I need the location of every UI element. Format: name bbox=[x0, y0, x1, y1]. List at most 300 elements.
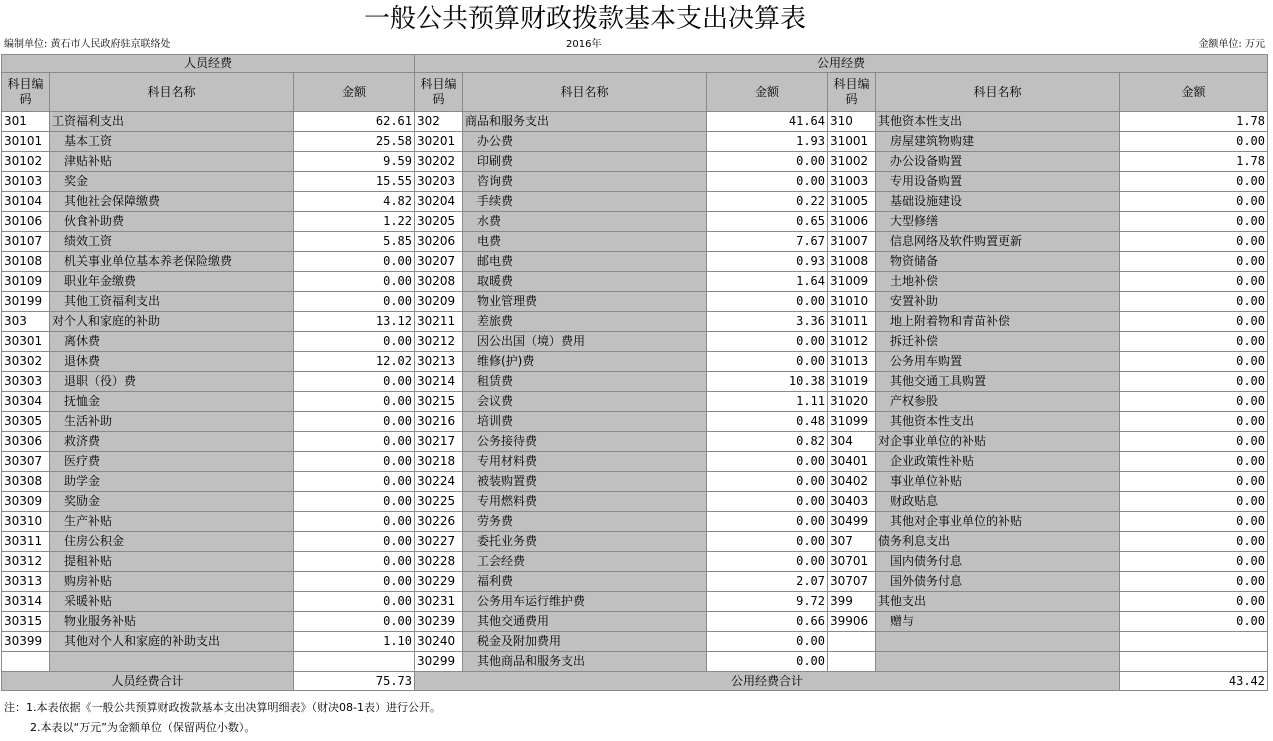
subject-amount: 0.66 bbox=[707, 612, 828, 632]
subject-name: 抚恤金 bbox=[50, 392, 294, 412]
subject-name: 差旅费 bbox=[463, 312, 707, 332]
subject-name: 信息网络及软件购置更新 bbox=[876, 232, 1120, 252]
subject-code: 30109 bbox=[2, 272, 50, 292]
subject-name: 事业单位补贴 bbox=[876, 472, 1120, 492]
section-personnel: 人员经费 bbox=[2, 55, 415, 73]
subject-amount: 0.00 bbox=[294, 372, 415, 392]
subject-amount: 5.85 bbox=[294, 232, 415, 252]
subject-amount: 0.00 bbox=[1120, 552, 1268, 572]
subject-name: 采暖补贴 bbox=[50, 592, 294, 612]
subject-amount: 0.00 bbox=[294, 552, 415, 572]
subject-name: 其他对个人和家庭的补助支出 bbox=[50, 632, 294, 652]
subject-code: 30306 bbox=[2, 432, 50, 452]
subject-code: 30206 bbox=[415, 232, 463, 252]
subject-name: 住房公积金 bbox=[50, 532, 294, 552]
table-row bbox=[2, 352, 1268, 372]
subject-code: 30107 bbox=[2, 232, 50, 252]
subject-amount: 0.00 bbox=[707, 472, 828, 492]
subject-name: 办公设备购置 bbox=[876, 152, 1120, 172]
table-row bbox=[2, 332, 1268, 352]
table-row bbox=[2, 492, 1268, 512]
subject-amount: 1.64 bbox=[707, 272, 828, 292]
subject-code: 30202 bbox=[415, 152, 463, 172]
subject-name: 培训费 bbox=[463, 412, 707, 432]
subject-code: 30308 bbox=[2, 472, 50, 492]
subject-amount: 0.00 bbox=[707, 632, 828, 652]
subject-amount: 0.00 bbox=[707, 512, 828, 532]
subject-name bbox=[876, 652, 1120, 672]
subject-amount: 0.00 bbox=[294, 452, 415, 472]
subject-code: 30205 bbox=[415, 212, 463, 232]
subject-amount: 1.22 bbox=[294, 212, 415, 232]
subject-code: 30213 bbox=[415, 352, 463, 372]
subject-amount: 0.93 bbox=[707, 252, 828, 272]
subject-name: 国内债务付息 bbox=[876, 552, 1120, 572]
subject-name: 会议费 bbox=[463, 392, 707, 412]
subject-name: 物业管理费 bbox=[463, 292, 707, 312]
subject-name: 公务用车购置 bbox=[876, 352, 1120, 372]
subject-code: 30239 bbox=[415, 612, 463, 632]
subject-amount: 0.00 bbox=[294, 592, 415, 612]
subject-name: 其他资本性支出 bbox=[876, 112, 1120, 132]
subject-name: 奖金 bbox=[50, 172, 294, 192]
subject-code: 30312 bbox=[2, 552, 50, 572]
subject-code: 30201 bbox=[415, 132, 463, 152]
subject-amount bbox=[1120, 652, 1268, 672]
personnel-total-value: 75.73 bbox=[294, 672, 415, 691]
subject-amount: 0.00 bbox=[707, 652, 828, 672]
subject-name: 劳务费 bbox=[463, 512, 707, 532]
table-row bbox=[2, 612, 1268, 632]
table-row bbox=[2, 132, 1268, 152]
subject-code: 30240 bbox=[415, 632, 463, 652]
subject-name: 手续费 bbox=[463, 192, 707, 212]
subject-amount: 41.64 bbox=[707, 112, 828, 132]
subject-amount: 13.12 bbox=[294, 312, 415, 332]
section-public: 公用经费 bbox=[415, 55, 1268, 73]
subject-name: 提租补贴 bbox=[50, 552, 294, 572]
subject-amount: 0.00 bbox=[1120, 292, 1268, 312]
subject-code: 30302 bbox=[2, 352, 50, 372]
subject-amount: 9.59 bbox=[294, 152, 415, 172]
subject-amount: 0.48 bbox=[707, 412, 828, 432]
subject-name: 公务接待费 bbox=[463, 432, 707, 452]
table-row bbox=[2, 232, 1268, 252]
subject-amount: 10.38 bbox=[707, 372, 828, 392]
subject-code: 30106 bbox=[2, 212, 50, 232]
subject-code: 30104 bbox=[2, 192, 50, 212]
subject-name: 对个人和家庭的补助 bbox=[50, 312, 294, 332]
subject-name: 国外债务付息 bbox=[876, 572, 1120, 592]
col-code: 科目编码 bbox=[828, 73, 876, 112]
subject-name: 商品和服务支出 bbox=[463, 112, 707, 132]
subject-name: 维修(护)费 bbox=[463, 352, 707, 372]
subject-code: 30203 bbox=[415, 172, 463, 192]
subject-name: 绩效工资 bbox=[50, 232, 294, 252]
subject-amount: 1.11 bbox=[707, 392, 828, 412]
table-row bbox=[2, 632, 1268, 652]
subject-name: 津贴补贴 bbox=[50, 152, 294, 172]
subject-code: 30402 bbox=[828, 472, 876, 492]
subject-name: 物资储备 bbox=[876, 252, 1120, 272]
subject-name: 邮电费 bbox=[463, 252, 707, 272]
subject-code: 30305 bbox=[2, 412, 50, 432]
subject-code: 30225 bbox=[415, 492, 463, 512]
subject-name: 生活补助 bbox=[50, 412, 294, 432]
subject-amount: 0.00 bbox=[294, 492, 415, 512]
subject-amount: 0.00 bbox=[1120, 512, 1268, 532]
subject-amount: 0.65 bbox=[707, 212, 828, 232]
subject-name: 其他交通费用 bbox=[463, 612, 707, 632]
subject-amount: 0.00 bbox=[1120, 312, 1268, 332]
subject-code: 30227 bbox=[415, 532, 463, 552]
subject-code: 30226 bbox=[415, 512, 463, 532]
subject-code: 30209 bbox=[415, 292, 463, 312]
subject-name: 购房补贴 bbox=[50, 572, 294, 592]
subject-amount: 0.00 bbox=[1120, 612, 1268, 632]
subject-code: 30199 bbox=[2, 292, 50, 312]
subject-amount: 0.00 bbox=[1120, 572, 1268, 592]
subject-name: 公务用车运行维护费 bbox=[463, 592, 707, 612]
footnotes bbox=[4, 698, 441, 738]
subject-name: 委托业务费 bbox=[463, 532, 707, 552]
table-row bbox=[2, 192, 1268, 212]
subject-code: 30313 bbox=[2, 572, 50, 592]
subject-amount: 0.00 bbox=[294, 392, 415, 412]
subject-name: 工资福利支出 bbox=[50, 112, 294, 132]
subject-amount: 0.00 bbox=[1120, 372, 1268, 392]
subject-name: 医疗费 bbox=[50, 452, 294, 472]
subject-name: 其他工资福利支出 bbox=[50, 292, 294, 312]
subject-name: 工会经费 bbox=[463, 552, 707, 572]
table-row bbox=[2, 112, 1268, 132]
subject-name: 印刷费 bbox=[463, 152, 707, 172]
subject-code: 303 bbox=[2, 312, 50, 332]
subject-amount: 0.00 bbox=[1120, 332, 1268, 352]
subject-code: 30299 bbox=[415, 652, 463, 672]
subject-code: 30310 bbox=[2, 512, 50, 532]
table-row bbox=[2, 552, 1268, 572]
subject-name: 退职（役）费 bbox=[50, 372, 294, 392]
public-total-value: 43.42 bbox=[1120, 672, 1268, 691]
subject-code: 31099 bbox=[828, 412, 876, 432]
subject-amount: 1.93 bbox=[707, 132, 828, 152]
col-name: 科目名称 bbox=[463, 73, 707, 112]
subject-name: 救济费 bbox=[50, 432, 294, 452]
subject-amount: 0.00 bbox=[294, 512, 415, 532]
subject-code: 30101 bbox=[2, 132, 50, 152]
subject-amount: 0.00 bbox=[707, 152, 828, 172]
subject-code: 30707 bbox=[828, 572, 876, 592]
subject-amount: 0.00 bbox=[294, 432, 415, 452]
subject-code: 31007 bbox=[828, 232, 876, 252]
subject-name: 福利费 bbox=[463, 572, 707, 592]
subject-name: 房屋建筑物购建 bbox=[876, 132, 1120, 152]
subject-name: 奖励金 bbox=[50, 492, 294, 512]
table-row bbox=[2, 592, 1268, 612]
subject-amount: 15.55 bbox=[294, 172, 415, 192]
totals-row bbox=[2, 672, 1268, 691]
subject-code: 30215 bbox=[415, 392, 463, 412]
subject-amount: 0.00 bbox=[294, 532, 415, 552]
subject-name: 其他商品和服务支出 bbox=[463, 652, 707, 672]
subject-amount: 0.00 bbox=[1120, 532, 1268, 552]
subject-amount: 2.07 bbox=[707, 572, 828, 592]
subject-code: 30218 bbox=[415, 452, 463, 472]
subject-code: 30303 bbox=[2, 372, 50, 392]
subject-code: 30102 bbox=[2, 152, 50, 172]
subject-name: 土地补偿 bbox=[876, 272, 1120, 292]
page-title: 一般公共预算财政拨款基本支出决算表 bbox=[363, 4, 806, 34]
subject-name: 专用设备购置 bbox=[876, 172, 1120, 192]
subject-name: 咨询费 bbox=[463, 172, 707, 192]
subject-name: 机关事业单位基本养老保险缴费 bbox=[50, 252, 294, 272]
subject-amount: 0.00 bbox=[1120, 232, 1268, 252]
subject-name: 其他社会保障缴费 bbox=[50, 192, 294, 212]
table-row bbox=[2, 432, 1268, 452]
subject-code: 307 bbox=[828, 532, 876, 552]
subject-amount: 0.00 bbox=[294, 612, 415, 632]
col-name: 科目名称 bbox=[50, 73, 294, 112]
subject-code: 30207 bbox=[415, 252, 463, 272]
subject-amount: 0.00 bbox=[1120, 592, 1268, 612]
subject-amount: 0.00 bbox=[707, 452, 828, 472]
subject-amount: 62.61 bbox=[294, 112, 415, 132]
subject-amount: 0.00 bbox=[707, 492, 828, 512]
subject-amount: 4.82 bbox=[294, 192, 415, 212]
subject-code: 30204 bbox=[415, 192, 463, 212]
subject-name: 对企事业单位的补贴 bbox=[876, 432, 1120, 452]
subject-code: 30216 bbox=[415, 412, 463, 432]
col-amount: 金额 bbox=[707, 73, 828, 112]
subject-code: 30108 bbox=[2, 252, 50, 272]
col-code: 科目编码 bbox=[415, 73, 463, 112]
subject-code: 30211 bbox=[415, 312, 463, 332]
subject-code bbox=[2, 652, 50, 672]
subject-code: 30701 bbox=[828, 552, 876, 572]
subject-amount: 0.00 bbox=[294, 472, 415, 492]
subject-name: 取暖费 bbox=[463, 272, 707, 292]
subject-name: 其他支出 bbox=[876, 592, 1120, 612]
subject-name: 赠与 bbox=[876, 612, 1120, 632]
subject-code: 301 bbox=[2, 112, 50, 132]
table-row bbox=[2, 532, 1268, 552]
subject-code: 31020 bbox=[828, 392, 876, 412]
subject-amount: 0.00 bbox=[1120, 252, 1268, 272]
subject-amount: 0.00 bbox=[1120, 452, 1268, 472]
subject-code: 30217 bbox=[415, 432, 463, 452]
public-total-label: 公用经费合计 bbox=[415, 672, 1120, 691]
subject-amount: 0.82 bbox=[707, 432, 828, 452]
subject-amount: 0.00 bbox=[294, 572, 415, 592]
subject-name: 债务利息支出 bbox=[876, 532, 1120, 552]
subject-code: 30315 bbox=[2, 612, 50, 632]
subject-amount: 9.72 bbox=[707, 592, 828, 612]
subject-amount: 12.02 bbox=[294, 352, 415, 372]
subject-name: 水费 bbox=[463, 212, 707, 232]
subject-code: 30212 bbox=[415, 332, 463, 352]
subject-amount: 0.00 bbox=[1120, 352, 1268, 372]
subject-name: 其他资本性支出 bbox=[876, 412, 1120, 432]
footnote-1: 注：1.本表依据《一般公共预算财政拨款基本支出决算明细表》（财决08-1表）进行公开。 bbox=[4, 701, 441, 714]
subject-name: 其他对企事业单位的补贴 bbox=[876, 512, 1120, 532]
subject-amount: 1.78 bbox=[1120, 152, 1268, 172]
subject-amount: 0.00 bbox=[1120, 492, 1268, 512]
subject-code: 30224 bbox=[415, 472, 463, 492]
subject-code: 30399 bbox=[2, 632, 50, 652]
table-row bbox=[2, 372, 1268, 392]
subject-amount: 0.00 bbox=[1120, 412, 1268, 432]
subject-name: 被装购置费 bbox=[463, 472, 707, 492]
subject-code: 30311 bbox=[2, 532, 50, 552]
subject-code: 31010 bbox=[828, 292, 876, 312]
subject-code: 30314 bbox=[2, 592, 50, 612]
subject-amount: 25.58 bbox=[294, 132, 415, 152]
subject-name: 租赁费 bbox=[463, 372, 707, 392]
subject-amount: 0.00 bbox=[294, 272, 415, 292]
subject-code: 31002 bbox=[828, 152, 876, 172]
subject-code: 30103 bbox=[2, 172, 50, 192]
subject-amount: 0.00 bbox=[707, 292, 828, 312]
subject-amount: 0.00 bbox=[294, 292, 415, 312]
subject-code: 31019 bbox=[828, 372, 876, 392]
subject-code: 30231 bbox=[415, 592, 463, 612]
col-name: 科目名称 bbox=[876, 73, 1120, 112]
subject-name: 产权参股 bbox=[876, 392, 1120, 412]
subject-name: 退休费 bbox=[50, 352, 294, 372]
subject-code: 31012 bbox=[828, 332, 876, 352]
subject-code: 30307 bbox=[2, 452, 50, 472]
subject-code: 39906 bbox=[828, 612, 876, 632]
subject-amount: 0.00 bbox=[707, 552, 828, 572]
subject-amount bbox=[294, 652, 415, 672]
subject-amount: 0.00 bbox=[707, 332, 828, 352]
compiling-unit: 编制单位: 黄石市人民政府驻京联络处 bbox=[4, 39, 171, 50]
subject-amount: 1.78 bbox=[1120, 112, 1268, 132]
table-row bbox=[2, 652, 1268, 672]
subject-name: 安置补助 bbox=[876, 292, 1120, 312]
subject-code: 31003 bbox=[828, 172, 876, 192]
subject-code: 31011 bbox=[828, 312, 876, 332]
subject-code: 31009 bbox=[828, 272, 876, 292]
subject-amount bbox=[1120, 632, 1268, 652]
col-amount: 金额 bbox=[1120, 73, 1268, 112]
subject-amount: 0.00 bbox=[707, 352, 828, 372]
subject-name bbox=[876, 632, 1120, 652]
subject-amount: 0.00 bbox=[1120, 132, 1268, 152]
subject-amount: 0.00 bbox=[1120, 172, 1268, 192]
subject-amount: 0.00 bbox=[1120, 432, 1268, 452]
table-row bbox=[2, 452, 1268, 472]
table-row bbox=[2, 172, 1268, 192]
subject-code: 399 bbox=[828, 592, 876, 612]
subject-code: 30214 bbox=[415, 372, 463, 392]
subject-amount: 0.00 bbox=[294, 332, 415, 352]
subject-name: 离休费 bbox=[50, 332, 294, 352]
subject-code: 304 bbox=[828, 432, 876, 452]
subject-name: 电费 bbox=[463, 232, 707, 252]
subject-name: 因公出国（境）费用 bbox=[463, 332, 707, 352]
subject-name: 专用材料费 bbox=[463, 452, 707, 472]
subject-code: 310 bbox=[828, 112, 876, 132]
table-row bbox=[2, 152, 1268, 172]
subject-amount: 0.00 bbox=[294, 412, 415, 432]
table-row bbox=[2, 212, 1268, 232]
subject-code: 30228 bbox=[415, 552, 463, 572]
subject-name: 大型修缮 bbox=[876, 212, 1120, 232]
table-row bbox=[2, 512, 1268, 532]
subject-amount: 0.22 bbox=[707, 192, 828, 212]
table-row bbox=[2, 292, 1268, 312]
subject-amount: 0.00 bbox=[1120, 392, 1268, 412]
subject-amount: 7.67 bbox=[707, 232, 828, 252]
section-header-row bbox=[2, 55, 1268, 73]
subject-code: 30403 bbox=[828, 492, 876, 512]
subject-code bbox=[828, 652, 876, 672]
subject-code: 30401 bbox=[828, 452, 876, 472]
table-row bbox=[2, 572, 1268, 592]
subject-name: 专用燃料费 bbox=[463, 492, 707, 512]
personnel-total-label: 人员经费合计 bbox=[2, 672, 294, 691]
subject-name: 地上附着物和青苗补偿 bbox=[876, 312, 1120, 332]
subject-code: 30208 bbox=[415, 272, 463, 292]
subject-code: 30499 bbox=[828, 512, 876, 532]
subject-code: 31008 bbox=[828, 252, 876, 272]
subject-code: 31001 bbox=[828, 132, 876, 152]
subject-name: 税金及附加费用 bbox=[463, 632, 707, 652]
subject-code bbox=[828, 632, 876, 652]
subject-code: 31013 bbox=[828, 352, 876, 372]
subject-amount: 0.00 bbox=[1120, 192, 1268, 212]
table-row bbox=[2, 392, 1268, 412]
subject-name: 助学金 bbox=[50, 472, 294, 492]
col-amount: 金额 bbox=[294, 73, 415, 112]
table-row bbox=[2, 272, 1268, 292]
subject-name: 基础设施建设 bbox=[876, 192, 1120, 212]
subject-amount: 0.00 bbox=[707, 172, 828, 192]
subject-name: 财政贴息 bbox=[876, 492, 1120, 512]
subject-name: 拆迁补偿 bbox=[876, 332, 1120, 352]
subject-name: 职业年金缴费 bbox=[50, 272, 294, 292]
subject-code: 31005 bbox=[828, 192, 876, 212]
subject-name: 企业政策性补贴 bbox=[876, 452, 1120, 472]
subject-code: 30301 bbox=[2, 332, 50, 352]
subject-code: 31006 bbox=[828, 212, 876, 232]
subject-name: 物业服务补贴 bbox=[50, 612, 294, 632]
subject-name bbox=[50, 652, 294, 672]
subject-amount: 0.00 bbox=[1120, 212, 1268, 232]
subject-name: 伙食补助费 bbox=[50, 212, 294, 232]
subject-name: 基本工资 bbox=[50, 132, 294, 152]
subject-code: 302 bbox=[415, 112, 463, 132]
table-row bbox=[2, 472, 1268, 492]
table-row bbox=[2, 312, 1268, 332]
column-header-row bbox=[2, 73, 1268, 112]
subject-code: 30304 bbox=[2, 392, 50, 412]
subject-name: 办公费 bbox=[463, 132, 707, 152]
subject-amount: 1.10 bbox=[294, 632, 415, 652]
subject-amount: 0.00 bbox=[707, 532, 828, 552]
subject-amount: 0.00 bbox=[1120, 472, 1268, 492]
subject-name: 生产补贴 bbox=[50, 512, 294, 532]
subject-amount: 0.00 bbox=[294, 252, 415, 272]
subject-code: 30229 bbox=[415, 572, 463, 592]
table-row bbox=[2, 252, 1268, 272]
footnote-2: 2.本表以“万元”为金额单位（保留两位小数）。 bbox=[30, 721, 256, 734]
subject-name: 其他交通工具购置 bbox=[876, 372, 1120, 392]
table-row bbox=[2, 412, 1268, 432]
subject-code: 30309 bbox=[2, 492, 50, 512]
